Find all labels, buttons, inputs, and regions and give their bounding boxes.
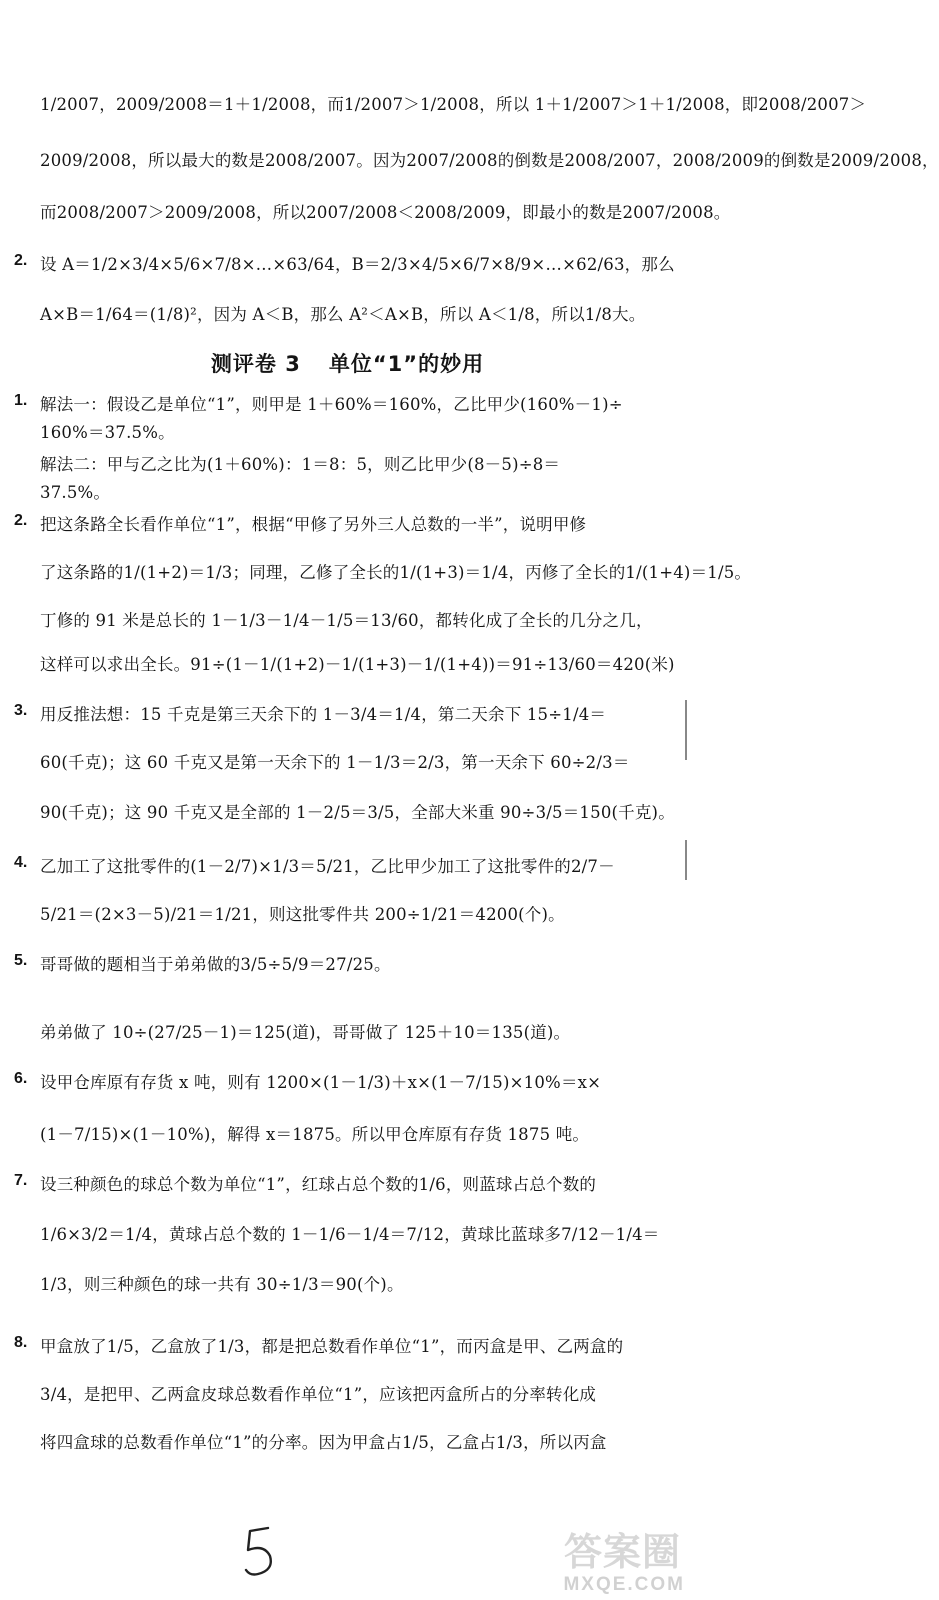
text-line: 3/4，是把甲、乙两盒皮球总数看作单位“1”，应该把丙盒所占的分率转化成: [40, 1385, 597, 1404]
text-line: 160%＝37.5%。: [40, 423, 175, 442]
problem-number: 3.: [14, 702, 28, 719]
section-title-label: 测评卷 3: [210, 352, 301, 376]
text-line: 90(千克)；这 90 千克又是全部的 1－2/5＝3/5，全部大米重 90÷3/5＝150(千克)。: [40, 803, 675, 822]
watermark-logo: 答案圈: [563, 1530, 681, 1574]
text-line: 了这条路的1/(1+2)＝1/3；同理，乙修了全长的1/(1+3)＝1/4，丙修了全长的1/(1+4)＝1/5。: [40, 563, 752, 582]
watermark: [489, 1526, 689, 1596]
text-line: 把这条路全长看作单位“1”，根据“甲修了另外三人总数的一半”，说明甲修: [40, 515, 587, 534]
problem-number: 7.: [14, 1172, 28, 1189]
problem-number: 8.: [14, 1334, 28, 1351]
text-line: 1/6×3/2＝1/4，黄球占总个数的 1－1/6－1/4＝7/12，黄球比蓝球多7/12－1/4＝: [40, 1225, 660, 1244]
text-line: 1/2007，2009/2008＝1＋1/2008，而1/2007＞1/2008，所以 1＋1/2007＞1＋1/2008，即2008/2007＞: [40, 95, 867, 114]
text-line: 2009/2008，所以最大的数是2008/2007。因为2007/2008的倒数是2008/2007，2008/2009的倒数是2009/2008，: [40, 151, 939, 170]
watermark-site: MXQE.COM: [563, 1574, 685, 1595]
text-line: 乙加工了这批零件的(1－2/7)×1/3＝5/21，乙比甲少加工了这批零件的2/7－: [40, 857, 615, 876]
section-title: [0, 348, 695, 378]
text-line: 哥哥做的题相当于弟弟做的3/5÷5/9＝27/25。: [40, 955, 391, 974]
text-line: (1－7/15)×(1－10%)，解得 x＝1875。所以甲仓库原有存货 1875 吨。: [40, 1125, 590, 1144]
text-line: 设 A＝1/2×3/4×5/6×7/8×…×63/64，B＝2/3×4/5×6/7×8/9×…×62/63，那么: [40, 255, 675, 274]
problem-number: 1.: [14, 392, 28, 409]
text-line: 37.5%。: [40, 483, 111, 502]
problem-number: 2.: [14, 512, 28, 529]
text-line: 甲盒放了1/5，乙盒放了1/3，都是把总数看作单位“1”，而丙盒是甲、乙两盒的: [40, 1337, 624, 1356]
scan-edge-mark: [685, 840, 687, 880]
handwritten-mark: [238, 1522, 284, 1580]
section-title-topic: 单位“1”的妙用: [328, 352, 485, 376]
text-line: 用反推法想：15 千克是第三天余下的 1－3/4＝1/4，第二天余下 15÷1/4＝: [40, 705, 607, 724]
text-line: 设甲仓库原有存货 x 吨，则有 1200×(1－1/3)＋x×(1－7/15)×10%＝x×: [40, 1073, 602, 1092]
text-line: 1/3，则三种颜色的球一共有 30÷1/3＝90(个)。: [40, 1275, 404, 1294]
problem-number: 5.: [14, 952, 28, 969]
text-line: 弟弟做了 10÷(27/25－1)＝125(道)，哥哥做了 125＋10＝135(道)。: [40, 1023, 571, 1042]
text-line: 这样可以求出全长。91÷(1－1/(1+2)－1/(1+3)－1/(1+4))＝91÷13/60＝420(米): [40, 655, 675, 674]
text-line: 60(千克)；这 60 千克又是第一天余下的 1－1/3＝2/3，第一天余下 60÷2/3＝: [40, 753, 630, 772]
problem-number: 4.: [14, 854, 28, 871]
scan-edge-mark: [685, 700, 687, 760]
text-line: 将四盒球的总数看作单位“1”的分率。因为甲盒占1/5，乙盒占1/3，所以丙盒: [40, 1433, 607, 1452]
text-line: 5/21＝(2×3－5)/21＝1/21，则这批零件共 200÷1/21＝4200(个)。: [40, 905, 565, 924]
text-line: 解法一：假设乙是单位“1”，则甲是 1＋60%＝160%，乙比甲少(160%－1)÷: [40, 395, 623, 414]
text-line: A×B＝1/64＝(1/8)²，因为 A＜B，那么 A²＜A×B，所以 A＜1/8，所以1/8大。: [40, 305, 646, 324]
text-line: 设三种颜色的球总个数为单位“1”，红球占总个数的1/6，则蓝球占总个数的: [40, 1175, 597, 1194]
text-line: 而2008/2007＞2009/2008，所以2007/2008＜2008/2009，即最小的数是2007/2008。: [40, 203, 731, 222]
problem-number: 6.: [14, 1070, 28, 1087]
text-line: 丁修的 91 米是总长的 1－1/3－1/4－1/5＝13/60，都转化成了全长的几分之几，: [40, 611, 653, 630]
item-number: 2.: [14, 252, 28, 269]
text-line: 解法二：甲与乙之比为(1＋60%)：1＝8：5，则乙比甲少(8－5)÷8＝: [40, 455, 561, 474]
